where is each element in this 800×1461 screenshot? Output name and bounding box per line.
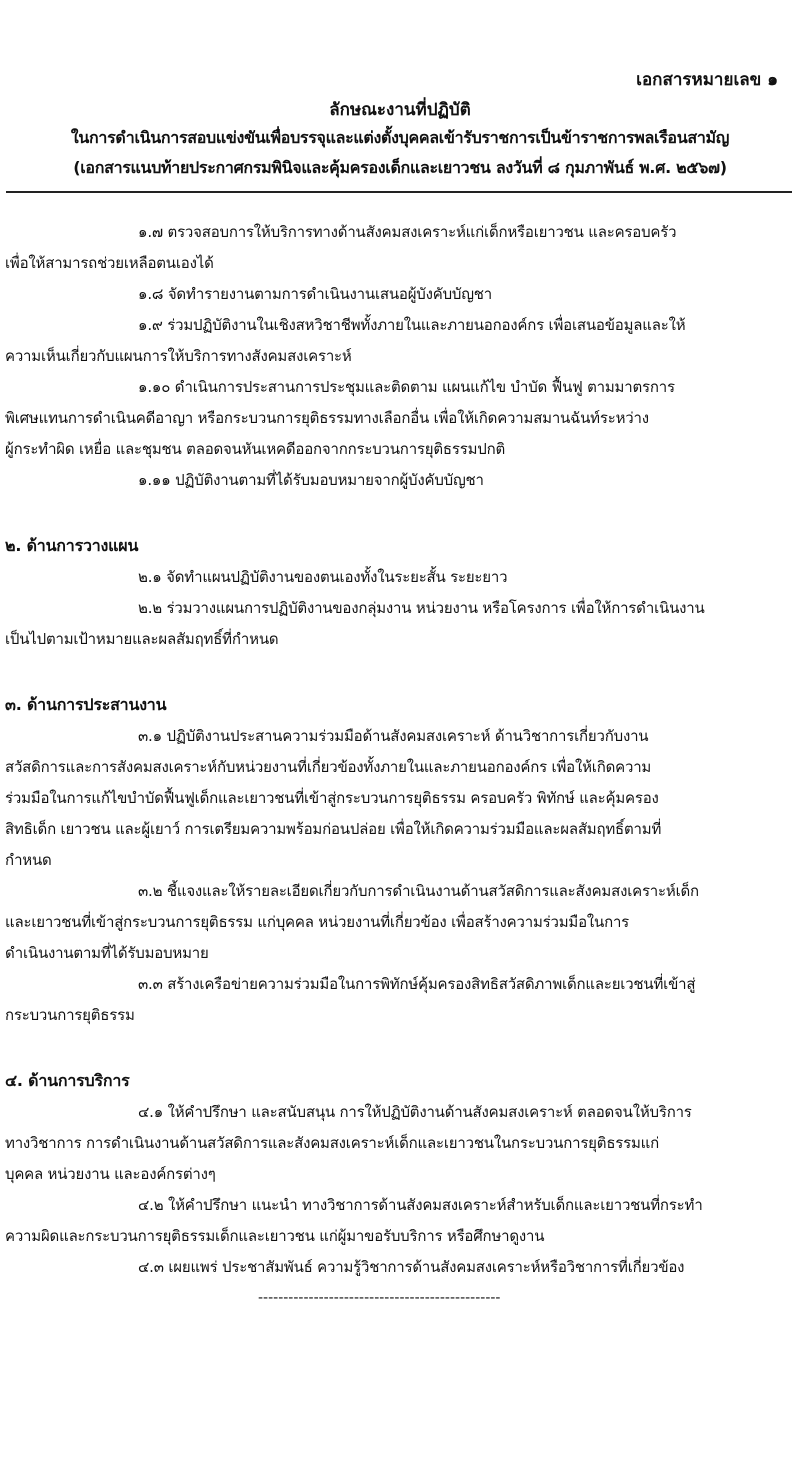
document-title: ลักษณะงานที่ปฏิบัติ	[329, 100, 471, 120]
text-line: ทางวิชาการ การดำเนินงานด้านสวัสดิการและสังคมสงเคราะห์เด็กและเยาวชนในกระบวนการยุติธรรมแก่	[5, 1134, 660, 1152]
document-body	[5, 220, 795, 1286]
text-line: สวัสดิการและการสังคมสงเคราะห์กับหน่วยงานที่เกี่ยวข้องทั้งภายในและภายนอกองค์กร เพื่อให้เกิดความ	[5, 758, 652, 776]
text-line: ๑.๗ ตรวจสอบการให้บริการทางด้านสังคมสงเคราะห์แก่เด็กหรือเยาวชน และครอบครัว	[138, 223, 677, 241]
text-line: ๒.๒ ร่วมวางแผนการปฏิบัติงานของกลุ่มงาน หน่วยงาน หรือโครงการ เพื่อให้การดำเนินงาน	[138, 599, 705, 617]
text-line: ๑.๙ ร่วมปฏิบัติงานในเชิงสหวิชาชีพทั้งภายในและภายนอกองค์กร เพื่อเสนอข้อมูลและให้	[138, 316, 686, 334]
document-subtitle: ในการดำเนินการสอบแข่งขันเพื่อบรรจุและแต่งตั้งบุคคลเข้ารับราชการเป็นข้าราชการพลเรือนสามัญ	[70, 128, 730, 147]
text-line: ๔.๑ ให้คำปรึกษา และสนับสนุน การให้ปฏิบัติงานด้านสังคมสงเคราะห์ ตลอดจนให้บริการ	[138, 1103, 692, 1121]
text-line: ความผิดและกระบวนการยุติธรรมเด็กและเยาวชน แก่ผู้มาขอรับบริการ หรือศึกษาดูงาน	[5, 1227, 545, 1245]
section-heading: ๒. ด้านการวางแผน	[5, 536, 139, 555]
text-line: เพื่อให้สามารถช่วยเหลือตนเองได้	[5, 254, 214, 272]
end-marker: ------------------------------------------------	[258, 1290, 501, 1306]
spacer	[5, 1034, 795, 1069]
document-number: เอกสารหมายเลข ๑	[636, 70, 778, 90]
text-line: พิเศษแทนการดำเนินคดีอาญา หรือกระบวนการยุติธรรมทางเลือกอื่น เพื่อให้เกิดความสมานฉันท์ระหว่าง	[5, 409, 649, 427]
text-line: ร่วมมือในการแก้ไขบำบัดฟื้นฟูเด็กและเยาวชนที่เข้าสู่กระบวนการยุติธรรม ครอบครัว พิทักษ์ และคุ้มครอง	[5, 789, 659, 807]
text-line: และเยาวชนที่เข้าสู่กระบวนการยุติธรรม แก่บุคคล หน่วยงานที่เกี่ยวข้อง เพื่อสร้างความร่วมมือในการ	[5, 913, 630, 931]
text-line: ๓.๒ ชี้แจงและให้รายละเอียดเกี่ยวกับการดำเนินงานด้านสวัสดิการและสังคมสงเคราะห์เด็ก	[138, 882, 699, 900]
spacer	[5, 658, 795, 693]
spacer	[5, 499, 795, 534]
text-line: ๑.๑๐ ดำเนินการประสานการประชุมและติดตาม แผนแก้ไข บำบัด ฟื้นฟู ตามมาตรการ	[138, 378, 675, 396]
text-line: ดำเนินงานตามที่ได้รับมอบหมาย	[5, 944, 209, 962]
text-line: ๑.๑๑ ปฏิบัติงานตามที่ได้รับมอบหมายจากผู้บังคับบัญชา	[138, 471, 484, 489]
text-line: ๓.๑ ปฏิบัติงานประสานความร่วมมือด้านสังคมสงเคราะห์ ด้านวิชาการเกี่ยวกับงาน	[138, 727, 649, 745]
attachment-note: (เอกสารแนบท้ายประกาศกรมพินิจและคุ้มครองเด็กและเยาวชน ลงวันที่ ๘ กุมภาพันธ์ พ.ศ. ๒๕๖๗)	[73, 158, 727, 177]
section-heading: ๔. ด้านการบริการ	[5, 1071, 130, 1090]
text-line: เป็นไปตามเป้าหมายและผลสัมฤทธิ์ที่กำหนด	[5, 630, 279, 648]
text-line: ๓.๓ สร้างเครือข่ายความร่วมมือในการพิทักษ์คุ้มครองสิทธิสวัสดิภาพเด็กและยเวชนที่เข้าสู่	[138, 975, 696, 993]
section-heading: ๓. ด้านการประสานงาน	[5, 695, 167, 714]
text-line: สิทธิเด็ก เยาวชน และผู้เยาว์ การเตรียมความพร้อมก่อนปล่อย เพื่อให้เกิดความร่วมมือและผลสัมฤทธิ์ตามที่	[5, 820, 662, 838]
text-line: ผู้กระทำผิด เหยื่อ และชุมชน ตลอดจนหันเหคดีออกจากกระบวนการยุติธรรมปกติ	[5, 440, 505, 458]
text-line: กระบวนการยุติธรรม	[5, 1006, 135, 1024]
header-divider	[6, 191, 792, 193]
text-line: ๑.๘ จัดทำรายงานตามการดำเนินงานเสนอผู้บังคับบัญชา	[138, 285, 492, 303]
text-line: ๔.๓ เผยแพร่ ประชาสัมพันธ์ ความรู้วิชาการด้านสังคมสงเคราะห์หรือวิชาการที่เกี่ยวข้อง	[138, 1258, 685, 1276]
text-line: ๔.๒ ให้คำปรึกษา แนะนำ ทางวิชาการด้านสังคมสงเคราะห์สำหรับเด็กและเยาวชนที่กระทำ	[138, 1196, 703, 1214]
text-line: บุคคล หน่วยงาน และองค์กรต่างๆ	[5, 1165, 216, 1183]
text-line: ความเห็นเกี่ยวกับแผนการให้บริการทางสังคมสงเคราะห์	[5, 347, 352, 365]
text-line: ๒.๑ จัดทำแผนปฏิบัติงานของตนเองทั้งในระยะสั้น ระยะยาว	[138, 568, 508, 586]
text-line: กำหนด	[5, 851, 52, 869]
